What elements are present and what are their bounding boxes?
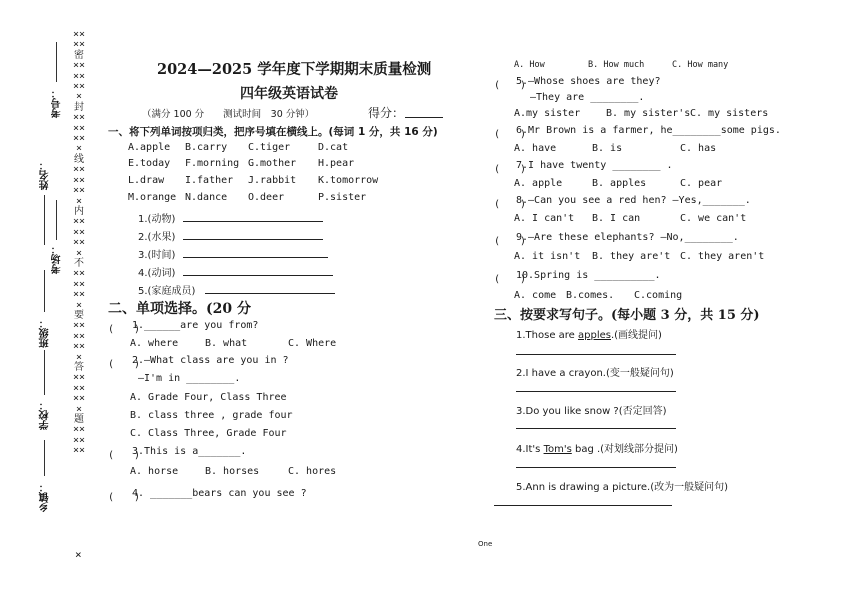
option[interactable]: C.coming bbox=[634, 290, 683, 301]
question-paren[interactable]: ( ) bbox=[494, 199, 527, 210]
answer-line-time[interactable] bbox=[183, 257, 328, 258]
task-1-pre: 1.Those are bbox=[516, 330, 578, 341]
option[interactable]: A. horse bbox=[130, 466, 179, 477]
line-school bbox=[44, 350, 45, 395]
option[interactable]: B. what bbox=[205, 338, 248, 349]
question-paren[interactable]: ( ) bbox=[494, 236, 527, 247]
task-1-post: .(画线提问) bbox=[610, 330, 662, 341]
word-item: M.orange bbox=[128, 192, 177, 203]
line-township bbox=[44, 440, 45, 476]
sentence-task-2: 2.I have a crayon.(变一般疑问句) bbox=[516, 368, 674, 379]
exam-title: 2024—2025 学年度下学期期末质量检测 bbox=[157, 61, 432, 78]
label-township: 乡镇： bbox=[40, 482, 51, 512]
category-verbs: 4.(动词) bbox=[138, 268, 176, 279]
section1-heading: 一、将下列单词按项归类，把序号填在横线上。(每词 1 分，共 16 分) bbox=[108, 126, 438, 138]
question-3-stem: 3.This is a_______. bbox=[132, 446, 247, 457]
option[interactable]: B. is bbox=[592, 143, 623, 154]
option[interactable]: B. class three , grade four bbox=[130, 410, 293, 421]
question-6-stem: 6.Mr Brown is a farmer, he________some pigs. bbox=[516, 125, 781, 136]
task-1-underlined: apples bbox=[578, 330, 611, 341]
label-exam-room: 考场： bbox=[52, 244, 63, 274]
option[interactable]: B. How much bbox=[588, 60, 645, 70]
question-paren[interactable]: ( ) bbox=[494, 129, 527, 140]
option[interactable]: B. my sister's bbox=[606, 108, 691, 119]
word-item: E.today bbox=[128, 158, 171, 169]
sentence-task-4 bbox=[516, 440, 678, 455]
task-4-underlined: Tom's bbox=[543, 444, 572, 455]
label-school: 学校： bbox=[40, 400, 51, 430]
option[interactable]: B. they are't bbox=[592, 251, 671, 262]
option[interactable]: A. it isn't bbox=[514, 251, 581, 262]
label-name: 姓名： bbox=[40, 160, 51, 190]
option[interactable]: C. my sisters bbox=[690, 108, 769, 119]
sentence-task-1 bbox=[516, 326, 662, 341]
word-item: K.tomorrow bbox=[318, 175, 379, 186]
label-class: 班级： bbox=[40, 318, 51, 348]
question-8-stem: 8.—Can you see a red hen? —Yes,_______. bbox=[516, 195, 751, 206]
word-item: G.mother bbox=[248, 158, 297, 169]
binding-margin bbox=[0, 0, 95, 608]
question-paren[interactable]: ( ) bbox=[494, 164, 527, 175]
page-number: One bbox=[478, 540, 493, 548]
exam-info: （满分 100 分 测试时间 30 分钟） bbox=[142, 109, 315, 120]
score-label: 得分： bbox=[368, 106, 405, 120]
line-exam-number bbox=[56, 42, 57, 82]
answer-line-family[interactable] bbox=[205, 293, 335, 294]
option[interactable]: A. where bbox=[130, 338, 179, 349]
label-exam-number: 考号： bbox=[52, 88, 63, 118]
sentence-task-3: 3.Do you like snow ?(否定回答) bbox=[516, 406, 667, 417]
option[interactable]: A. How bbox=[514, 60, 545, 70]
option[interactable]: A. apple bbox=[514, 178, 563, 189]
line-name bbox=[44, 195, 45, 245]
question-paren[interactable]: ( ) bbox=[494, 274, 527, 285]
option[interactable]: A.my sister bbox=[514, 108, 581, 119]
question-2-stem: 2.—What class are you in ? bbox=[132, 355, 289, 366]
word-item: P.sister bbox=[318, 192, 367, 203]
answer-line-task-4[interactable] bbox=[516, 467, 676, 468]
option[interactable]: A. have bbox=[514, 143, 557, 154]
option[interactable]: C. we can't bbox=[680, 213, 747, 224]
section2-heading: 二、单项选择。(20 分 bbox=[108, 301, 251, 317]
answer-line-task-1[interactable] bbox=[516, 354, 676, 355]
word-item: H.pear bbox=[318, 158, 355, 169]
task-4-pre: 4.It's bbox=[516, 444, 544, 455]
answer-line-task-3[interactable] bbox=[516, 428, 676, 429]
answer-line-task-5[interactable] bbox=[494, 505, 672, 506]
category-fruits: 2.(水果) bbox=[138, 232, 176, 243]
option[interactable]: B. apples bbox=[592, 178, 647, 189]
cut-line-end-mark: × bbox=[75, 548, 82, 561]
word-item: C.tiger bbox=[248, 142, 291, 153]
word-item: D.cat bbox=[318, 142, 349, 153]
section3-heading: 三、按要求写句子。(每小题 3 分，共 15 分) bbox=[494, 308, 760, 323]
score-field[interactable] bbox=[405, 117, 443, 118]
question-paren[interactable]: ( ) bbox=[108, 450, 141, 461]
question-paren[interactable]: ( ) bbox=[108, 492, 141, 503]
answer-line-fruits[interactable] bbox=[183, 239, 323, 240]
question-5-stem2: —They are ________. bbox=[530, 92, 645, 103]
option[interactable]: C. Class Three, Grade Four bbox=[130, 428, 287, 439]
question-5-stem: 5.—Whose shoes are they? bbox=[516, 76, 661, 87]
cut-line-marks: ××××密×××××××封×××××××线×××××××内×××××××不×××××××要×××××××答×××××××题×××××× bbox=[72, 29, 86, 457]
line-class bbox=[44, 270, 45, 312]
word-item: A.apple bbox=[128, 142, 171, 153]
category-family: 5.(家庭成员) bbox=[138, 286, 196, 297]
exam-subtitle: 四年级英语试卷 bbox=[240, 86, 338, 102]
category-time: 3.(时间) bbox=[138, 250, 176, 261]
answer-line-verbs[interactable] bbox=[183, 275, 333, 276]
word-item: I.father bbox=[185, 175, 234, 186]
word-item: N.dance bbox=[185, 192, 228, 203]
answer-line-task-2[interactable] bbox=[516, 391, 676, 392]
category-animals: 1.(动物) bbox=[138, 214, 176, 225]
question-paren[interactable]: ( ) bbox=[108, 359, 141, 370]
question-7-stem: 7.I have twenty ________ . bbox=[516, 160, 673, 171]
option[interactable]: A. come bbox=[514, 290, 557, 301]
option[interactable]: B. I can bbox=[592, 213, 641, 224]
question-2-stem2: —I'm in ________. bbox=[138, 373, 241, 384]
task-4-post: bag .(对划线部分提问) bbox=[571, 444, 678, 455]
question-1-stem: 1.______are you from? bbox=[132, 320, 259, 331]
answer-line-animals[interactable] bbox=[183, 221, 323, 222]
question-paren[interactable]: ( ) bbox=[494, 80, 527, 91]
question-9-stem: 9.—Are these elephants? —No,________. bbox=[516, 232, 739, 243]
sentence-task-5: 5.Ann is drawing a picture.(改为一般疑问句) bbox=[516, 482, 729, 493]
question-paren[interactable]: ( ) bbox=[108, 324, 141, 335]
option[interactable]: C. hores bbox=[288, 466, 337, 477]
option[interactable]: A. I can't bbox=[514, 213, 575, 224]
question-10-stem: 10.Spring is __________. bbox=[516, 270, 661, 281]
word-item: O.deer bbox=[248, 192, 285, 203]
word-item: J.rabbit bbox=[248, 175, 297, 186]
option[interactable]: C. they aren't bbox=[680, 251, 765, 262]
option[interactable]: B.comes. bbox=[566, 290, 615, 301]
option[interactable]: C. has bbox=[680, 143, 717, 154]
option[interactable]: C. Where bbox=[288, 338, 337, 349]
line-exam-room bbox=[56, 200, 57, 240]
option[interactable]: B. horses bbox=[205, 466, 260, 477]
option[interactable]: C. pear bbox=[680, 178, 723, 189]
question-4-stem: 4. _______bears can you see ? bbox=[132, 488, 307, 499]
option[interactable]: C. How many bbox=[672, 60, 729, 70]
option[interactable]: A. Grade Four, Class Three bbox=[130, 392, 287, 403]
word-item: B.carry bbox=[185, 142, 228, 153]
word-item: L.draw bbox=[128, 175, 165, 186]
word-item: F.morning bbox=[185, 158, 240, 169]
